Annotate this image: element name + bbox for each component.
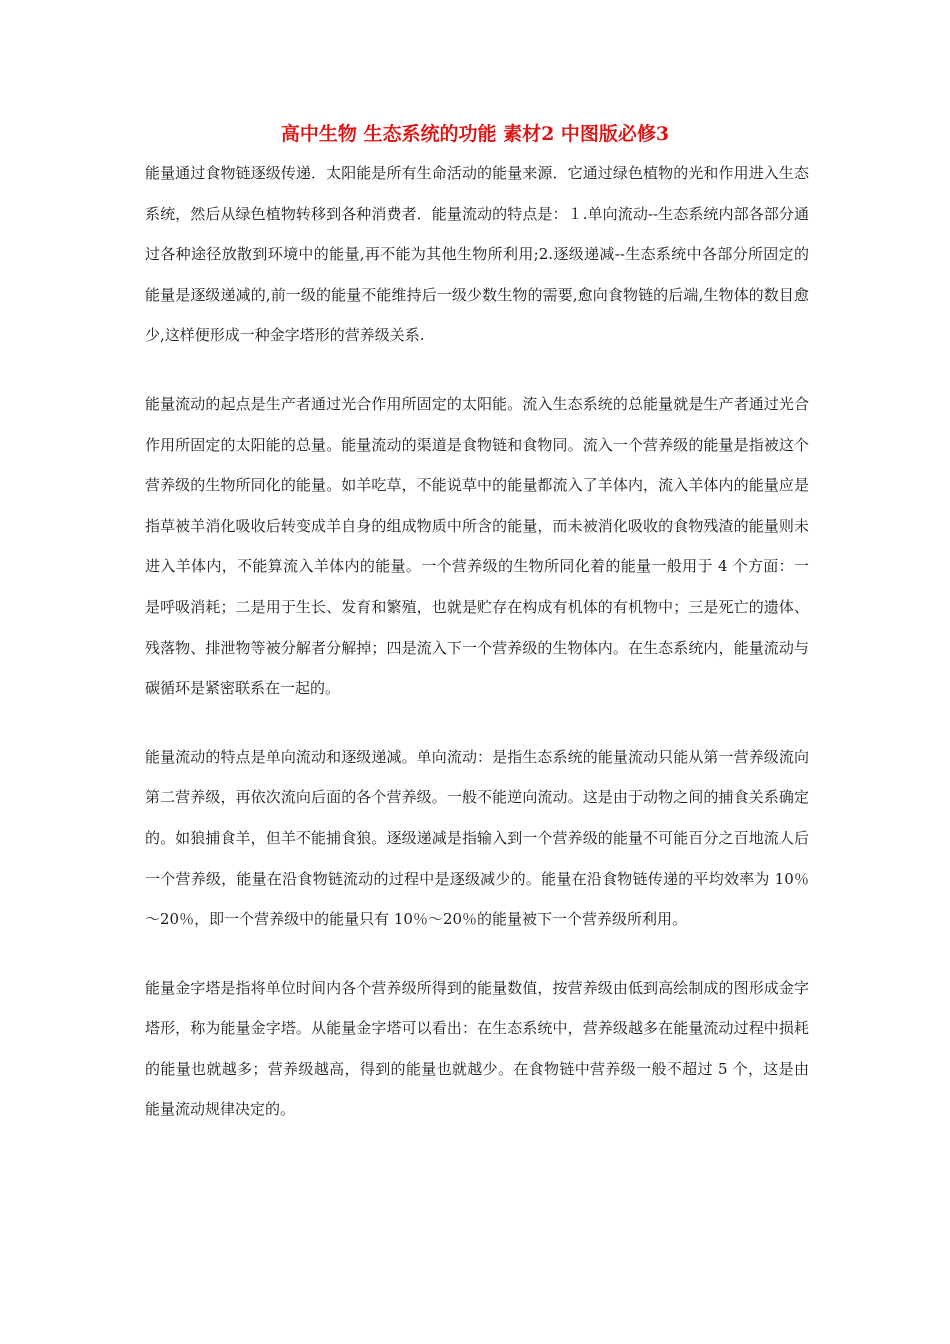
- document-title: 高中生物 生态系统的功能 素材2 中图版必修3: [280, 123, 670, 145]
- paragraph-energy-flow-features: 能量流动的特点是单向流动和逐级递减。单向流动：是指生态系统的能量流动只能从第一营养级流向第二营养级，再依次流向后面的各个营养级。一般不能逆向流动。这是由于动物之间的捕食关系确定的。如狼捕食羊，但羊不能捕食狼。逐级递减是指输入到一个营养级的能量不可能百分之百地流人后一个营养级，能量在沿食物链流动的过程中是逐级减少的。能量在沿食物链传递的平均效率为 10％～20％，即一个营养级中的能量只有 10％～20％的能量被下一个营养级所利用。: [145, 747, 809, 929]
- paragraph-energy-transfer: 能量通过食物链逐级传递．太阳能是所有生命活动的能量来源．它通过绿色植物的光和作用进入生态系统，然后从绿色植物转移到各种消费者．能量流动的特点是：１.单向流动--生态系统内部各部分通过各种途径放散到环境中的能量,再不能为其他生物所利用;2.逐级递减--生态系统中各部分所固定的能量是逐级递减的,前一级的能量不能维持后一级少数生物的需要,愈向食物链的后端,生物体的数目愈少,这样便形成一种金字塔形的营养级关系.: [145, 164, 809, 345]
- paragraph-energy-pyramid: 能量金字塔是指将单位时间内各个营养级所得到的能量数值，按营养级由低到高绘制成的图形成金字塔形，称为能量金字塔。从能量金字塔可以看出：在生态系统中，营养级越多在能量流动过程中损耗的能量也就越多；营养级越高，得到的能量也就越少。在食物链中营养级一般不超过 5 个，这是由能量流动规律决定的。: [145, 978, 809, 1119]
- document-body: [145, 153, 809, 1130]
- paragraph-energy-flow-start: 能量流动的起点是生产者通过光合作用所固定的太阳能。流入生态系统的总能量就是生产者通过光合作用所固定的太阳能的总量。能量流动的渠道是食物链和食物同。流入一个营养级的能量是指被这个营养级的生物所同化的能量。如羊吃草，不能说草中的能量都流入了羊体内，流入羊体内的能量应是指草被羊消化吸收后转变成羊自身的组成物质中所含的能量，而未被消化吸收的食物残渣的能量则未进入羊体内，不能算流入羊体内的能量。一个营养级的生物所同化着的能量一般用于 4 个方面：一是呼吸消耗；二是用于生长、发育和繁殖，也就是贮存在构成有机体的有机物中；三是死亡的遗体、残落物、排泄物等被分解者分解掉；四是流入下一个营养级的生物体内。在生态系统内，能量流动与碳循环是紧密联系在一起的。: [145, 394, 809, 698]
